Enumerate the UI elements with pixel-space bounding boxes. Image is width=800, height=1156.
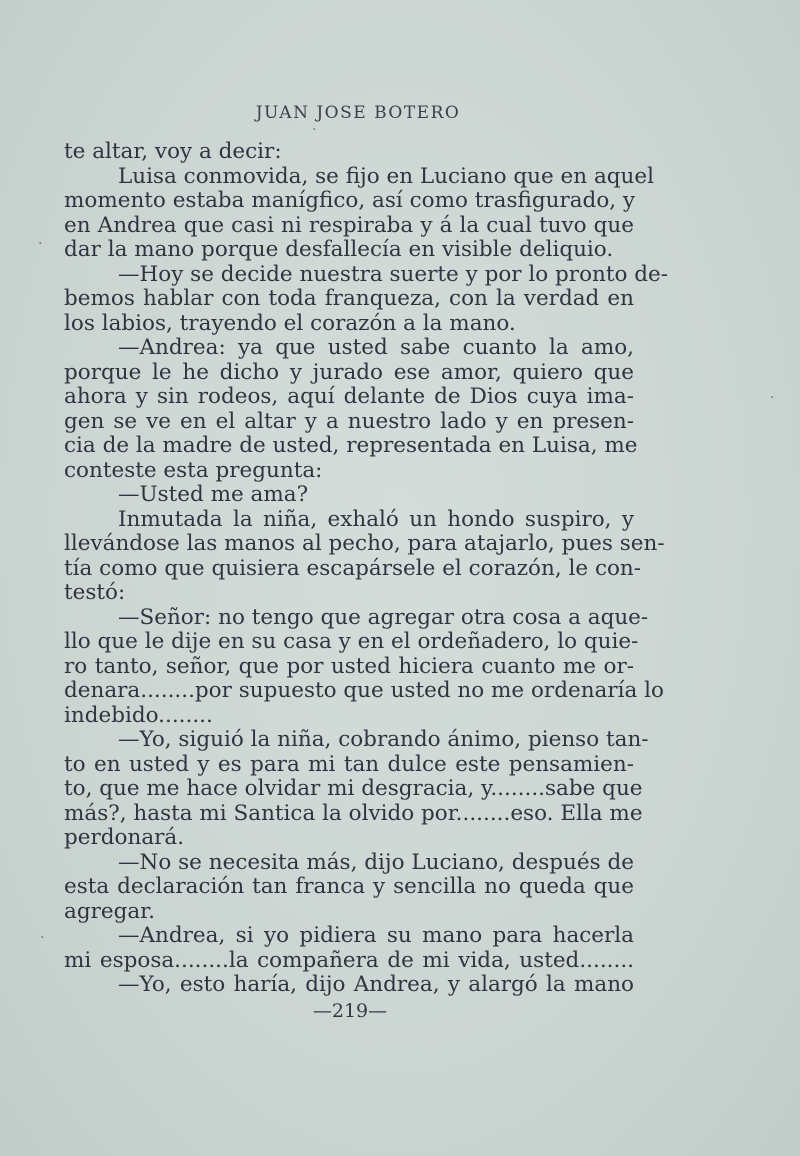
ink-speck: · (40, 930, 45, 946)
text-line: llo que le dije en su casa y en el ordeñadero, lo quie- (64, 629, 639, 654)
text-line: testó: (64, 580, 126, 605)
body-text (64, 139, 669, 998)
text-line: agregar. (64, 898, 155, 924)
text-line: to en usted y es para mi tan dulce este pensamien- (64, 751, 634, 777)
text-line: —Andrea, si yo pidiera su mano para hacerla (118, 923, 634, 948)
text-line: porque le he dicho y jurado ese amor, quiero que (64, 359, 634, 385)
text-line: perdonará. (64, 825, 185, 850)
text-line: momento estaba manígfico, así como trasfigurado, y (64, 188, 636, 213)
page-number: —219— (312, 1000, 388, 1022)
text-line: bemos hablar con toda franqueza, con la verdad en (64, 286, 634, 311)
text-line: ro tanto, señor, que por usted hiciera cuanto me or- (64, 653, 634, 679)
text-line: —No se necesita más, dijo Luciano, después de (118, 849, 634, 875)
text-line: —Yo, siguió la niña, cobrando ánimo, pienso tan- (118, 727, 649, 752)
text-line: ahora y sin rodeos, aquí delante de Dios cuya ima- (64, 384, 634, 409)
text-line: te altar, voy a decir: (64, 139, 282, 164)
text-line: dar la mano porque desfallecía en visible deliquio. (64, 237, 614, 262)
text-line: conteste esta pregunta: (64, 457, 323, 483)
text-line: —Señor: no tengo que agregar otra cosa a aque- (118, 604, 649, 630)
text-line: indebido........ (64, 702, 213, 728)
text-line: gen se ve en el altar y a nuestro lado y en presen- (64, 408, 634, 434)
text-line: —Yo, esto haría, dijo Andrea, y alargó la mano (118, 972, 634, 997)
text-line: —Andrea: ya que usted sabe cuanto la amo, (118, 335, 634, 360)
text-line: —Hoy se decide nuestra suerte y por lo pronto de- (118, 261, 669, 287)
ink-speck: · (770, 390, 775, 406)
text-line: esta declaración tan franca y sencilla no queda que (64, 874, 634, 899)
text-line: Inmutada la niña, exhaló un hondo suspiro, y (118, 506, 634, 532)
text-line: en Andrea que casi ni respiraba y á la cual tuvo que (64, 212, 634, 238)
text-line: cia de la madre de usted, representada en Luisa, me (64, 433, 638, 458)
ink-speck: · (38, 236, 43, 252)
text-line: llevándose las manos al pecho, para atajarlo, pues sen- (64, 531, 665, 556)
text-line: tía como que quisiera escapársele el corazón, le con- (64, 555, 642, 581)
text-line: —Usted me ama? (118, 482, 309, 507)
text-line: to, que me hace olvidar mi desgracia, y........sabe que (64, 776, 643, 801)
ink-speck: · (312, 122, 317, 138)
text-line: denara........por supuesto que usted no me ordenaría lo (64, 678, 664, 703)
text-line: más?, hasta mi Santica la olvido por........eso. Ella me (64, 800, 643, 826)
text-line: Luisa conmovida, se fijo en Luciano que en aquel (118, 163, 654, 189)
text-line: mi esposa........la compañera de mi vida, usted........ (64, 947, 634, 973)
running-header: JUAN JOSE BOTERO (255, 103, 461, 123)
text-line: los labios, trayendo el corazón a la mano. (64, 310, 516, 336)
